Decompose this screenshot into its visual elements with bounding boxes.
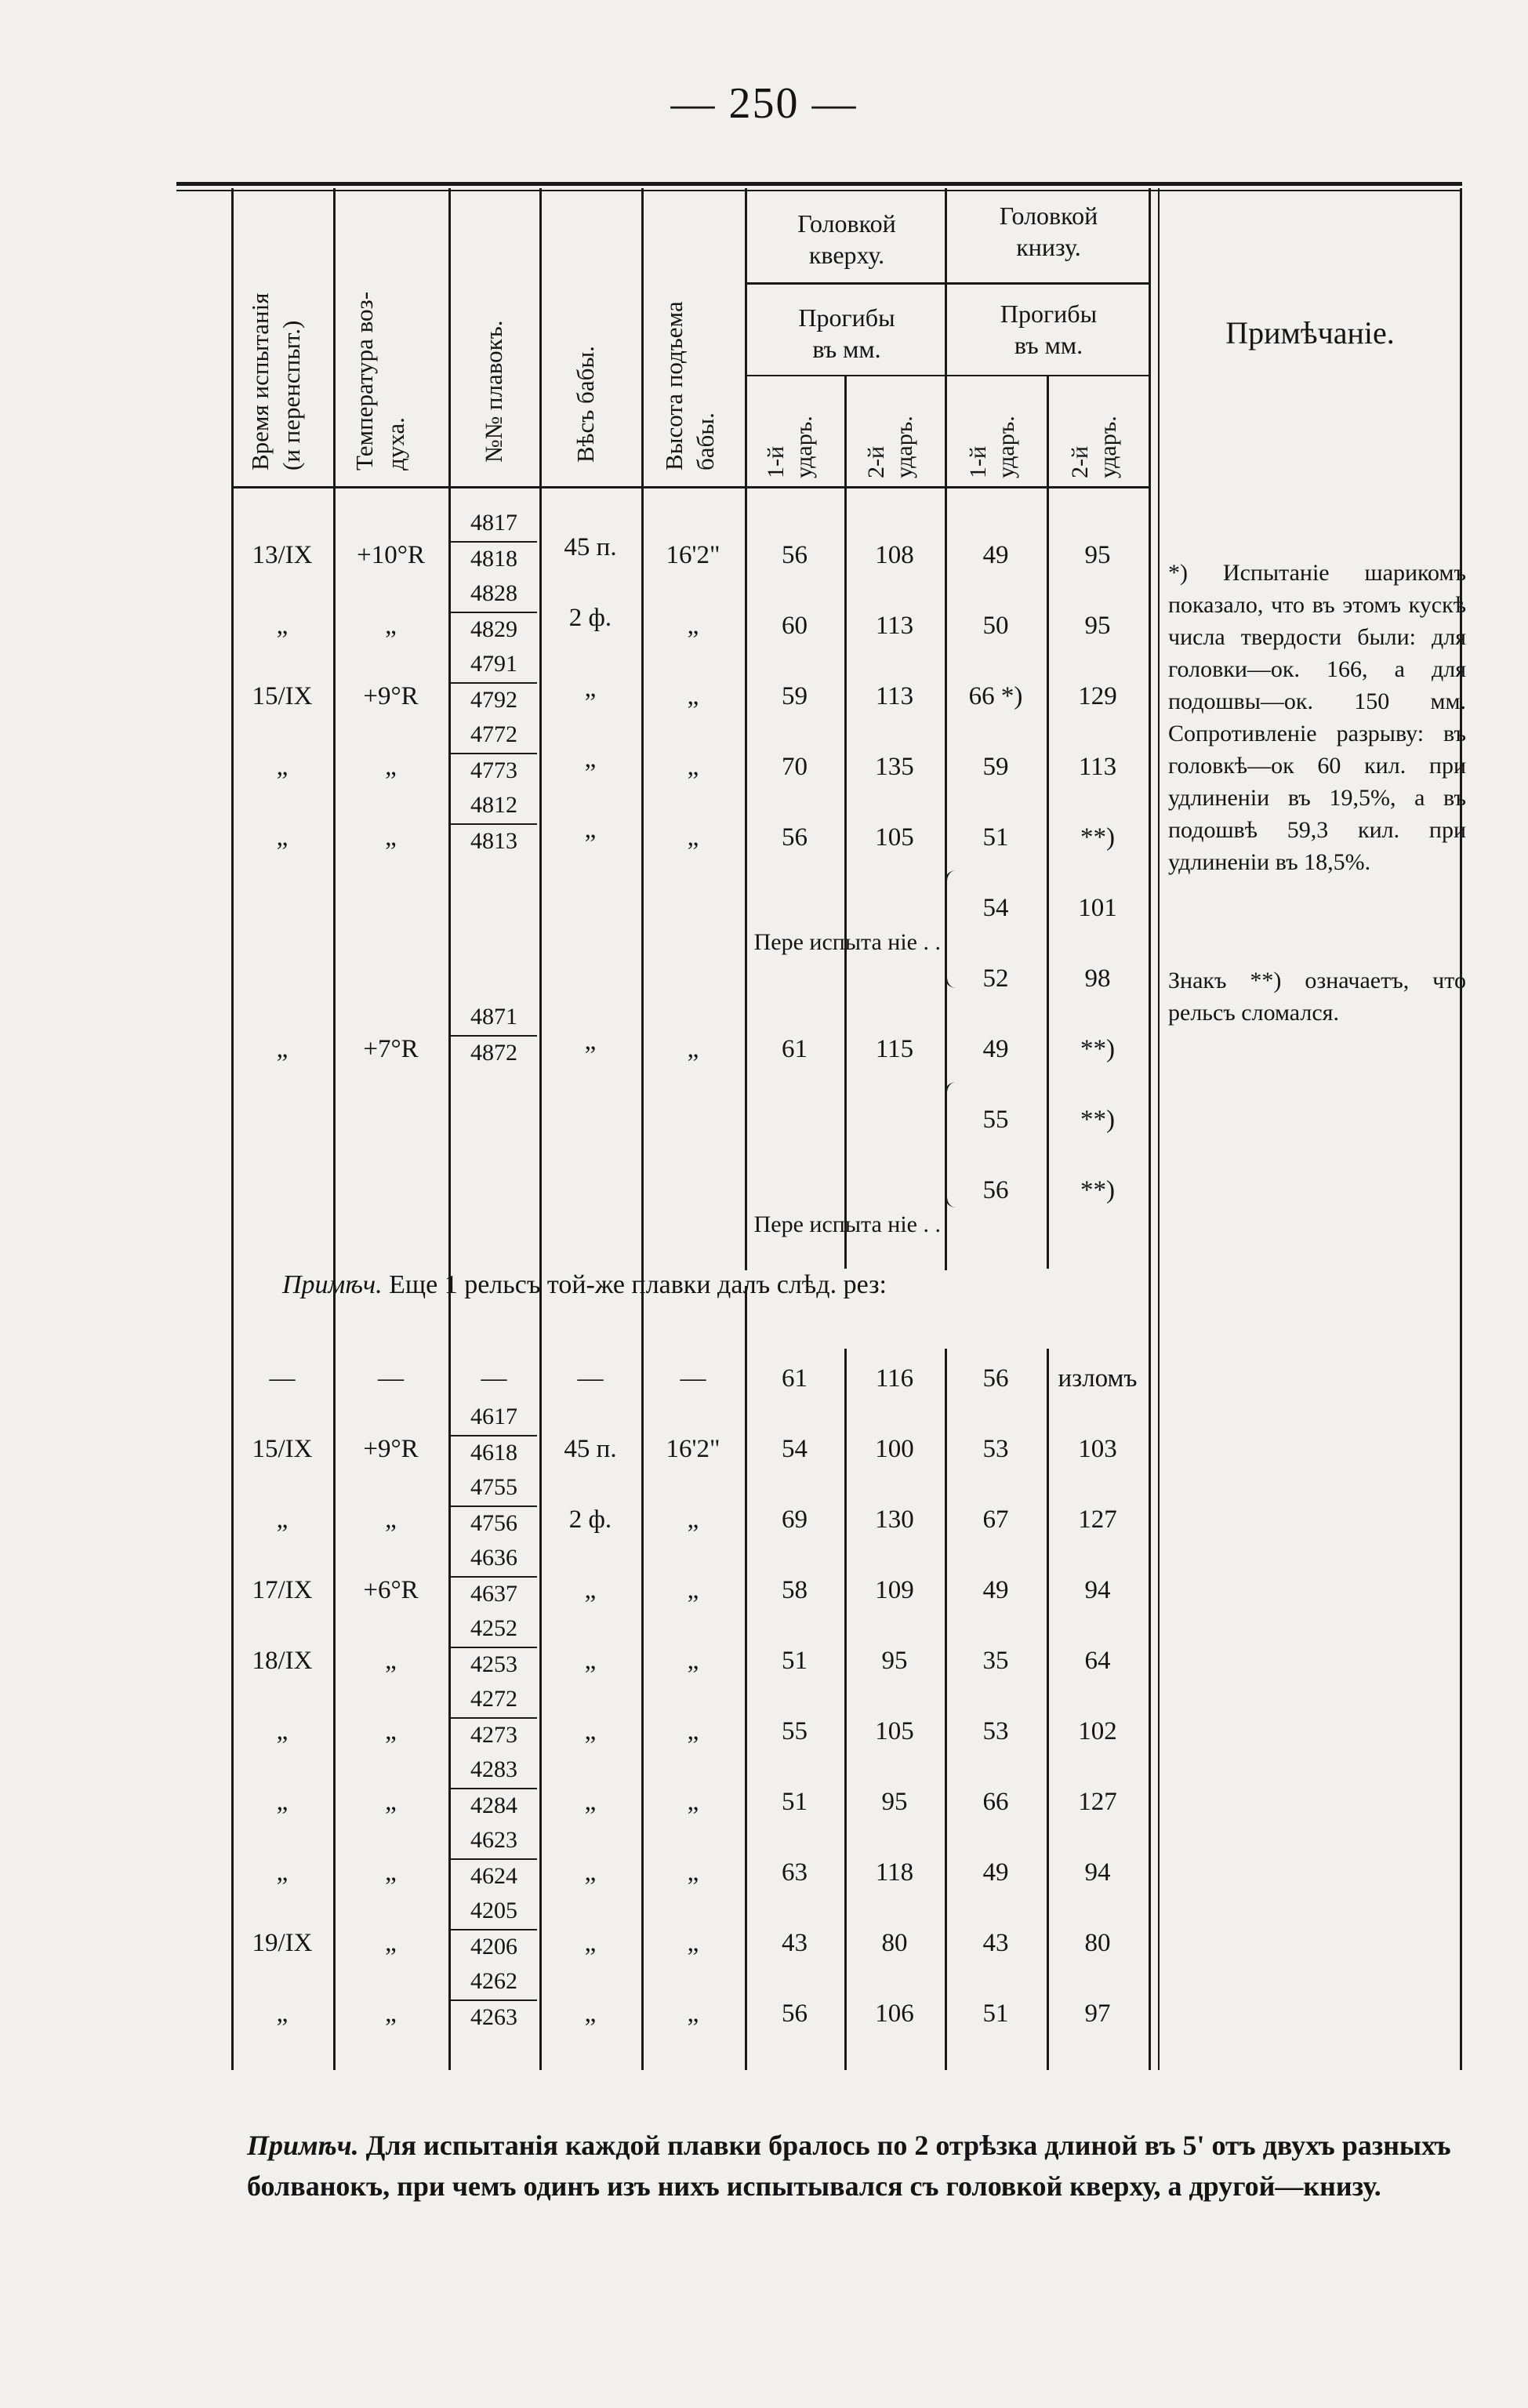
row-temperature: „ xyxy=(385,1505,397,1534)
heat-number-a: 4262 xyxy=(470,1968,517,1994)
row-weight: „ xyxy=(584,745,597,773)
header-deflect-down: Прогибы въ мм. xyxy=(1000,300,1098,359)
row-up-hit1: 59 xyxy=(782,682,808,710)
row-temperature: „ xyxy=(385,823,397,852)
heat-number-b: 4263 xyxy=(470,2004,517,2030)
row-down-hit1: 55 xyxy=(982,1106,1009,1134)
row-temperature: +10°R xyxy=(357,541,425,569)
row-up-hit2: 95 xyxy=(881,1788,908,1816)
heat-number-a: 4772 xyxy=(470,721,517,747)
extra-heat: — xyxy=(481,1364,507,1393)
heat-number-b: 4829 xyxy=(470,616,517,642)
mid-note-text: Еще 1 рельсъ той-же плавки далъ слѣд. рез: xyxy=(389,1270,887,1299)
header-note: Примѣчаніе. xyxy=(1225,315,1395,350)
header-head-down: Головкой книзу. xyxy=(999,202,1098,261)
row-down-hit1: 49 xyxy=(982,1576,1009,1604)
row-up-hit1: 51 xyxy=(782,1647,808,1675)
row-up-hit2: 105 xyxy=(875,1717,914,1745)
row-temperature: „ xyxy=(385,612,397,640)
row-height: „ xyxy=(687,753,699,781)
col-line-9b xyxy=(1158,188,1160,2070)
heat-number-a: 4623 xyxy=(470,1827,517,1853)
heat-divider xyxy=(451,753,537,754)
heat-divider xyxy=(451,1858,537,1860)
row-time: 15/IX xyxy=(252,682,313,710)
header-time: Время испытанія (и перенспыт.) xyxy=(246,292,305,470)
row-time: „ xyxy=(276,612,289,640)
row-down-hit1: 56 xyxy=(982,1176,1009,1204)
row-temperature: „ xyxy=(385,1858,397,1887)
col-line-10 xyxy=(1460,188,1462,2070)
row-down-hit1: 51 xyxy=(982,823,1009,852)
row-weight: „ xyxy=(584,1788,597,1816)
row-down-hit2: 95 xyxy=(1084,541,1111,569)
row-weight: „ xyxy=(584,1858,597,1887)
heat-number-a: 4791 xyxy=(470,651,517,677)
row-down-hit2: 127 xyxy=(1078,1788,1117,1816)
row-temperature: +6°R xyxy=(363,1576,419,1604)
row-temperature: „ xyxy=(385,1717,397,1745)
row-height: „ xyxy=(687,823,699,852)
row-height: „ xyxy=(687,1505,699,1534)
row-time: „ xyxy=(276,1999,289,2028)
row-down-hit1: 35 xyxy=(982,1647,1009,1675)
extra-weight: — xyxy=(577,1364,604,1393)
row-time: „ xyxy=(276,1788,289,1816)
footnote-star: *) Испытаніе шарикомъ показало, что въ этомъ кускѣ числа твердости были: для головки—ок. 166, а для подошвы—ок. 150 мм. Сопротивленіе разрыву: въ головкѣ—ок 60 кил. при удлиненіи въ 19,5%, а въ подошвѣ 59,3 кил. при удлиненіи въ 18,5%. xyxy=(1168,560,1466,875)
mid-note-label: Примѣч. xyxy=(282,1270,383,1299)
row-up-hit1: 43 xyxy=(782,1929,808,1957)
heat-number-a: 4636 xyxy=(470,1545,517,1571)
table-top-rule xyxy=(176,182,1462,186)
header-hit1-up: 1-й ударъ. xyxy=(763,416,817,478)
row-height: „ xyxy=(687,1576,699,1604)
row-up-hit1: 56 xyxy=(782,1999,808,2028)
row-time: „ xyxy=(276,823,289,852)
heat-number-a: 4755 xyxy=(470,1474,517,1500)
heat-divider xyxy=(451,1505,537,1507)
row-time: „ xyxy=(276,1035,289,1063)
heat-divider xyxy=(451,1717,537,1719)
extra-up-hit2: 116 xyxy=(875,1364,914,1393)
row-weight: „ xyxy=(584,1027,597,1055)
row-up-hit2: 109 xyxy=(875,1576,914,1604)
heat-divider xyxy=(451,682,537,684)
row-down-hit1: 50 xyxy=(982,612,1009,640)
row-down-hit1: 66 xyxy=(982,1788,1009,1816)
row-time: 15/IX xyxy=(252,1435,313,1463)
row-up-hit1: 56 xyxy=(782,541,808,569)
row-height: „ xyxy=(687,1647,699,1675)
heat-number-b: 4773 xyxy=(470,757,517,783)
row-down-hit2: 94 xyxy=(1084,1858,1111,1887)
row-up-hit1: 55 xyxy=(782,1717,808,1745)
col-line-6 xyxy=(844,375,847,1269)
row-down-hit2: 127 xyxy=(1078,1505,1117,1534)
row-temperature: +7°R xyxy=(363,1035,419,1063)
row-height: „ xyxy=(687,612,699,640)
heat-number-b: 4253 xyxy=(470,1651,517,1677)
row-up-hit2: 100 xyxy=(875,1435,914,1463)
heat-number-a: 4205 xyxy=(470,1898,517,1923)
row-down-hit2: 64 xyxy=(1084,1647,1111,1675)
row-down-hit2: **) xyxy=(1080,1106,1115,1134)
bottom-note-label: Примѣч. xyxy=(247,2130,359,2161)
heat-number-b: 4284 xyxy=(470,1792,517,1818)
row-down-hit2: **) xyxy=(1080,823,1115,852)
row-down-hit1: 43 xyxy=(982,1929,1009,1957)
col-line-5 xyxy=(745,188,747,1270)
bottom-note xyxy=(247,2125,1470,2206)
row-height: „ xyxy=(687,1788,699,1816)
heat-number-a: 4272 xyxy=(470,1686,517,1712)
table-top-rule-thin xyxy=(176,190,1462,191)
header-hit2-up: 2-й ударъ. xyxy=(863,416,917,478)
row-time: „ xyxy=(276,1505,289,1534)
row-up-hit2: 115 xyxy=(875,1035,914,1063)
page-number: — 250 — xyxy=(670,79,858,128)
row-up-hit2: 130 xyxy=(875,1505,914,1534)
row-up-hit1: 51 xyxy=(782,1788,808,1816)
row-time: „ xyxy=(276,753,289,781)
heat-number-a: 4828 xyxy=(470,580,517,606)
row-down-hit1: 67 xyxy=(982,1505,1009,1534)
row-weight: „ xyxy=(584,1576,597,1604)
retest-label: Пере испыта ніе . . xyxy=(753,929,941,955)
row-up-hit2: 113 xyxy=(875,682,914,710)
col-line-9 xyxy=(1149,188,1151,2070)
row-weight: „ xyxy=(584,1999,597,2028)
row-down-hit2: 103 xyxy=(1078,1435,1117,1463)
row-weight: 45 п. xyxy=(564,533,617,561)
row-time: 19/IX xyxy=(252,1929,313,1957)
row-weight: „ xyxy=(584,1647,597,1675)
row-up-hit1: 58 xyxy=(782,1576,808,1604)
row-down-hit1: 59 xyxy=(982,753,1009,781)
extra-down-hit2: изломъ xyxy=(1058,1364,1138,1393)
row-down-hit2: **) xyxy=(1080,1176,1115,1204)
heat-number-b: 4818 xyxy=(470,546,517,572)
row-temperature: „ xyxy=(385,1999,397,2028)
heat-number-a: 4617 xyxy=(470,1404,517,1429)
row-down-hit2: 97 xyxy=(1084,1999,1111,2028)
row-down-hit2: **) xyxy=(1080,1035,1115,1063)
header-deflect-up: Прогибы въ мм. xyxy=(798,303,895,363)
heat-divider xyxy=(451,1435,537,1436)
row-up-hit1: 70 xyxy=(782,753,808,781)
header-hit1-down: 1-й ударъ. xyxy=(965,416,1019,478)
heat-divider xyxy=(451,612,537,613)
row-time: „ xyxy=(276,1717,289,1745)
footnote-double-star: Знакъ **) означаетъ, что рельсъ сломался. xyxy=(1168,968,1466,1026)
header-hit2-down: 2-й ударъ. xyxy=(1067,416,1121,478)
row-temperature: „ xyxy=(385,1788,397,1816)
heat-divider xyxy=(451,1788,537,1789)
row-temperature: „ xyxy=(385,1929,397,1957)
row-up-hit1: 61 xyxy=(782,1035,808,1063)
row-weight: „ xyxy=(584,674,597,703)
row-down-hit1: 49 xyxy=(982,1035,1009,1063)
header-temperature: Температура воз- духа. xyxy=(350,291,409,470)
heat-number-a: 4283 xyxy=(470,1756,517,1782)
row-down-hit2: 94 xyxy=(1084,1576,1111,1604)
row-down-hit2: 98 xyxy=(1084,964,1111,993)
heat-number-b: 4872 xyxy=(470,1040,517,1066)
heat-number-a: 4812 xyxy=(470,792,517,818)
row-up-hit1: 69 xyxy=(782,1505,808,1534)
row-time: 17/IX xyxy=(252,1576,313,1604)
heat-number-b: 4624 xyxy=(470,1863,517,1889)
extra-down-hit1: 56 xyxy=(982,1364,1009,1393)
heat-number-b: 4206 xyxy=(470,1934,517,1959)
row-up-hit2: 106 xyxy=(875,1999,914,2028)
row-down-hit2: 101 xyxy=(1078,894,1117,922)
heat-divider xyxy=(451,1647,537,1648)
row-height: 16'2" xyxy=(666,541,720,569)
row-height: „ xyxy=(687,1717,699,1745)
extra-time: — xyxy=(269,1364,296,1393)
row-up-hit2: 80 xyxy=(881,1929,908,1957)
row-down-hit2: 129 xyxy=(1078,682,1117,710)
extra-height: — xyxy=(680,1364,706,1393)
row-up-hit2: 135 xyxy=(875,753,914,781)
extra-up-hit1: 61 xyxy=(782,1364,808,1393)
row-time: 13/IX xyxy=(252,541,313,569)
row-time: „ xyxy=(276,1858,289,1887)
row-up-hit1: 60 xyxy=(782,612,808,640)
row-time: 18/IX xyxy=(252,1647,313,1675)
row-weight: 2 ф. xyxy=(568,604,612,632)
row-up-hit2: 108 xyxy=(875,541,914,569)
row-up-hit1: 54 xyxy=(782,1435,808,1463)
row-down-hit2: 80 xyxy=(1084,1929,1111,1957)
row-up-hit2: 118 xyxy=(875,1858,914,1887)
row-height: „ xyxy=(687,1929,699,1957)
extra-temperature: — xyxy=(378,1364,404,1393)
header-head-up: Головкой кверху. xyxy=(797,209,896,269)
row-down-hit1: 52 xyxy=(982,964,1009,993)
row-down-hit2: 102 xyxy=(1078,1717,1117,1745)
heat-divider xyxy=(451,1035,537,1037)
row-height: 16'2" xyxy=(666,1435,720,1463)
heat-number-b: 4813 xyxy=(470,828,517,854)
heat-number-a: 4871 xyxy=(470,1004,517,1030)
row-up-hit2: 95 xyxy=(881,1647,908,1675)
row-down-hit2: 113 xyxy=(1078,753,1117,781)
heat-divider xyxy=(451,823,537,825)
header-weight: Вѣсъ бабы. xyxy=(572,346,599,463)
mid-note xyxy=(282,1270,887,1300)
heat-number-a: 4252 xyxy=(470,1615,517,1641)
row-down-hit1: 53 xyxy=(982,1435,1009,1463)
row-up-hit1: 56 xyxy=(782,823,808,852)
heat-number-b: 4756 xyxy=(470,1510,517,1536)
header-bottom-rule xyxy=(231,486,1149,489)
row-temperature: +9°R xyxy=(363,682,419,710)
row-height: „ xyxy=(687,1999,699,2028)
row-weight: „ xyxy=(584,815,597,844)
row-up-hit2: 113 xyxy=(875,612,914,640)
bottom-note-text: Для испытанія каждой плавки бралось по 2 отрѣзка длиной въ 5' отъ двухъ разныхъ болванокъ, при чемъ одинъ изъ нихъ испытывался съ головкой кверху, а другой—книзу. xyxy=(247,2130,1451,2202)
row-weight: 45 п. xyxy=(564,1435,617,1463)
row-down-hit1: 49 xyxy=(982,541,1009,569)
row-down-hit1: 51 xyxy=(982,1999,1009,2028)
row-temperature: „ xyxy=(385,1647,397,1675)
row-down-hit1: 66 *) xyxy=(968,682,1023,710)
heat-number-b: 4618 xyxy=(470,1440,517,1466)
row-down-hit1: 53 xyxy=(982,1717,1009,1745)
heat-number-b: 4273 xyxy=(470,1722,517,1748)
heat-number-a: 4817 xyxy=(470,510,517,536)
header-height: Высота подъема бабы. xyxy=(660,301,719,470)
row-height: „ xyxy=(687,682,699,710)
row-temperature: „ xyxy=(385,753,397,781)
heat-divider xyxy=(451,1999,537,2001)
row-down-hit1: 49 xyxy=(982,1858,1009,1887)
retest-label: Пере испыта ніе . . xyxy=(753,1211,941,1237)
heat-divider xyxy=(451,541,537,543)
row-up-hit1: 63 xyxy=(782,1858,808,1887)
row-temperature: +9°R xyxy=(363,1435,419,1463)
row-height: „ xyxy=(687,1035,699,1063)
row-down-hit2: 95 xyxy=(1084,612,1111,640)
heat-number-b: 4792 xyxy=(470,687,517,713)
row-weight: 2 ф. xyxy=(568,1505,612,1534)
heat-divider xyxy=(451,1576,537,1578)
header-heats: №№ плавокъ. xyxy=(480,320,507,463)
row-up-hit2: 105 xyxy=(875,823,914,852)
heat-number-b: 4637 xyxy=(470,1581,517,1607)
row-weight: „ xyxy=(584,1717,597,1745)
row-weight: „ xyxy=(584,1929,597,1957)
heat-divider xyxy=(451,1929,537,1930)
row-down-hit1: 54 xyxy=(982,894,1009,922)
row-height: „ xyxy=(687,1858,699,1887)
col-line-8 xyxy=(1047,375,1049,1269)
